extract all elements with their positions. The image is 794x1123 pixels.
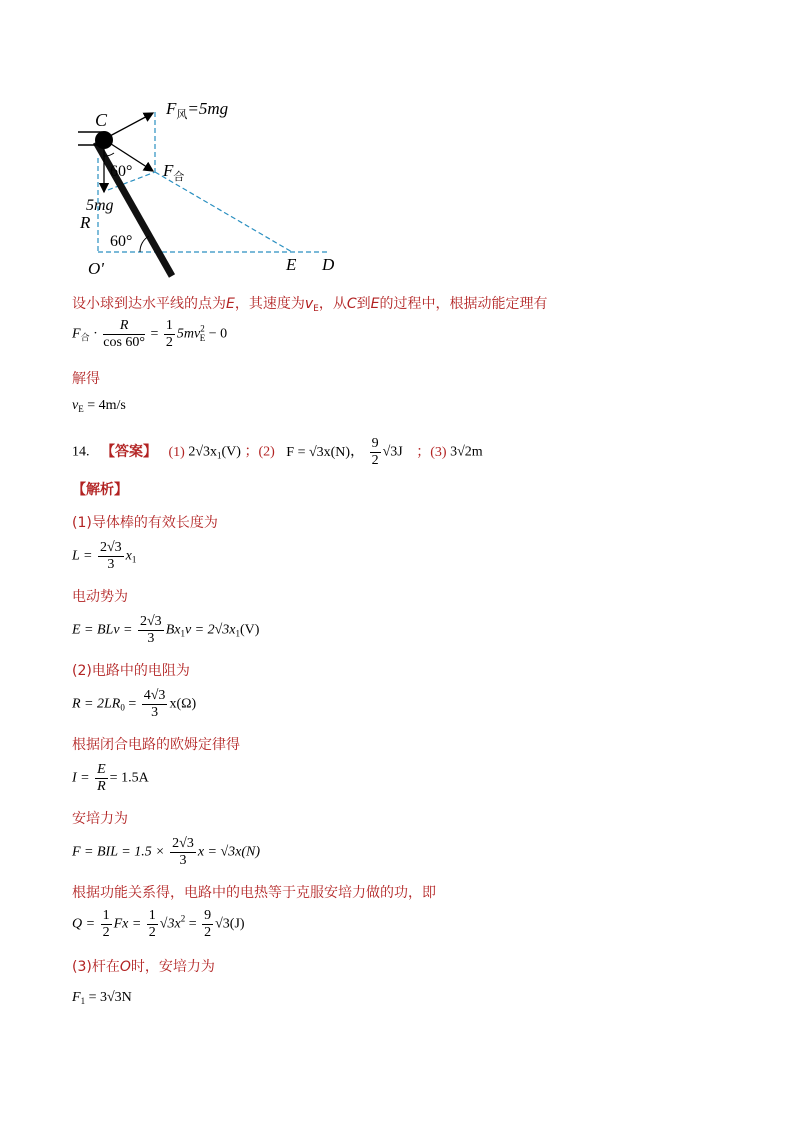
energy-title: 根据功能关系得，电路中的电热等于克服安培力做的功，即 bbox=[72, 885, 436, 901]
equation-F: F = BIL = 1.5 × $\frac{2√3}{3}$ x = √3x(N) bbox=[72, 836, 261, 868]
label-C: C bbox=[95, 110, 108, 130]
equation-I: I = $\frac{E}{R}$ = 1.5A bbox=[72, 762, 149, 794]
section3-title: (3)杆在O时，安培力为 bbox=[72, 959, 215, 975]
analysis-tag: 【解析】 bbox=[72, 482, 128, 498]
label-5mg: 5mg bbox=[86, 197, 114, 214]
wind-force-arrow bbox=[108, 113, 153, 137]
equation-E: E = BLv = $\frac{2√3}{3}$ $Bx_1v = 2√3x_1(V)$ bbox=[72, 614, 260, 646]
label-angle-bottom: 60° bbox=[110, 233, 133, 250]
label-D: D bbox=[322, 255, 335, 274]
equation-L: L = $\frac{2√3}{3}$ $x_1$ bbox=[72, 540, 137, 572]
solve-label: 解得 bbox=[72, 371, 100, 387]
equation-F1: $F_1 = 3√3N$ bbox=[72, 990, 132, 1006]
physics-diagram bbox=[60, 90, 360, 285]
emf-title: 电动势为 bbox=[72, 589, 128, 605]
equation-velocity: $v_E = 4m/s$ bbox=[72, 398, 126, 414]
equation-Q: Q = $\frac{1}{2}$ Fx = $\frac{1}{2}$ $√3x^2$ = $\frac{9}{2}$ √3(J) bbox=[72, 908, 245, 940]
ohm-title: 根据闭合电路的欧姆定律得 bbox=[72, 737, 240, 753]
intro-paragraph: 设小球到达水平线的点为E，其速度为$v_E$，从C到E的过程中，根据动能定理有 bbox=[72, 296, 548, 314]
ampere-title: 安培力为 bbox=[72, 811, 128, 827]
label-F-net: $F_合$ bbox=[163, 161, 185, 183]
dashed-trajectory bbox=[155, 172, 292, 252]
label-O: O' bbox=[88, 259, 104, 278]
equation-R: $R = 2LR_0$ = $\frac{4√3}{3}$ x(Ω) bbox=[72, 688, 197, 720]
section2-title: (2)电路中的电阻为 bbox=[72, 663, 190, 679]
equation-energy: $F_合$ · $\frac{R}{\cos 60^\circ}$ = $\frac{1}{2}$ $5mv^2_E - 0$ bbox=[72, 318, 228, 350]
q14-answer-line: 14. 【答案】 (1) $2√3x_1(V)$ ；(2) F = √3x(N)， $\frac{9}{2}$ √3J ；(3) 3√2m bbox=[72, 436, 483, 468]
ball bbox=[95, 131, 113, 149]
label-F-wind: $F_风=5mg$ bbox=[166, 99, 229, 121]
label-angle-top: 60° bbox=[110, 163, 133, 180]
label-R: R bbox=[80, 213, 91, 232]
label-E: E bbox=[286, 255, 297, 274]
section1-title: (1)导体棒的有效长度为 bbox=[72, 515, 218, 531]
